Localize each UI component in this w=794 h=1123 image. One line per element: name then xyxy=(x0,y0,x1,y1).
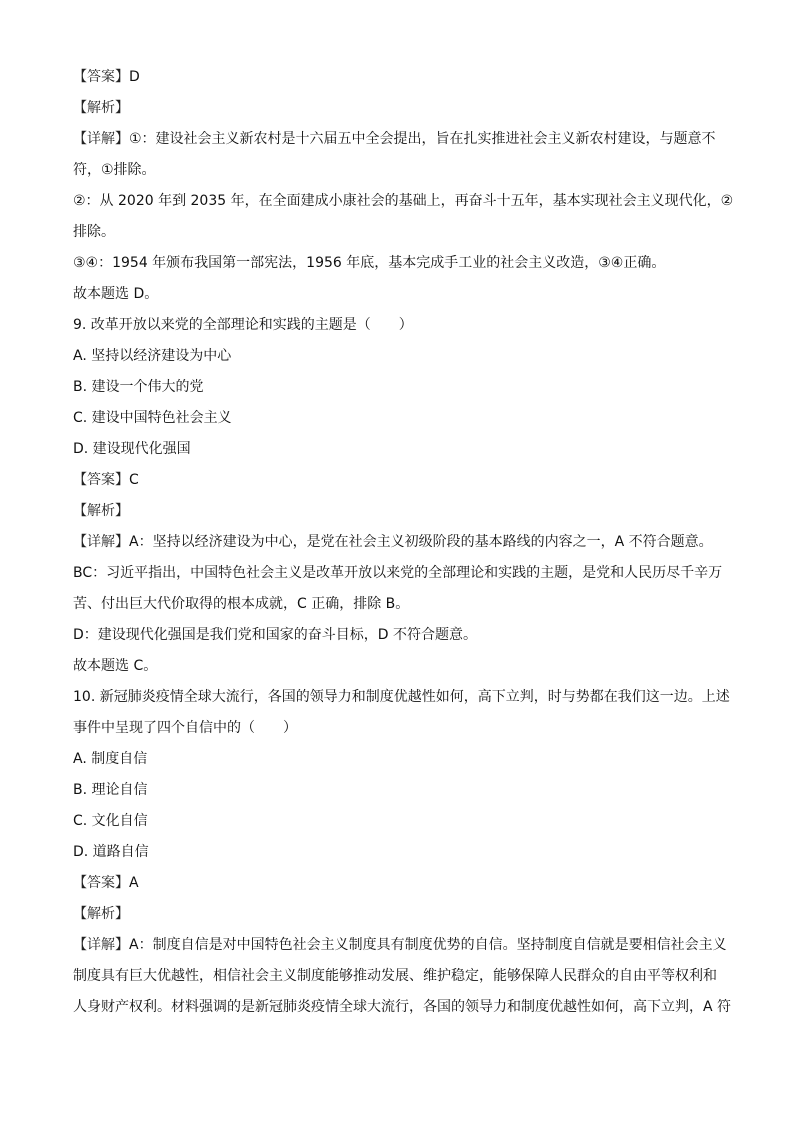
answer-tag: 【答案】 xyxy=(73,875,129,891)
question-8-solution xyxy=(73,62,734,310)
analysis-tag: 【解析】 xyxy=(73,100,129,116)
option-a: A. 制度自信 xyxy=(73,751,148,767)
question-9 xyxy=(73,310,723,682)
detail-line xyxy=(73,527,723,558)
question-stem: 10. 新冠肺炎疫情全球大流行，各国的领导力和制度优越性如何，高下立判，时与势都在我们这一边。上述 xyxy=(73,689,730,705)
option-d: D. 建设现代化强国 xyxy=(73,441,191,457)
detail-line: D：建设现代化强国是我们党和国家的奋斗目标，D 不符合题意。 xyxy=(73,627,478,643)
analysis-heading xyxy=(73,496,723,527)
detail-tag: 【详解】 xyxy=(73,131,129,147)
analysis-tag: 【解析】 xyxy=(73,906,129,922)
detail-line: 人身财产权利。材料强调的是新冠肺炎疫情全球大流行，各国的领导力和制度优越性如何，高下立判，A 符 xyxy=(73,999,732,1015)
detail-line: 苦、付出巨大代价取得的根本成就，C 正确，排除 B。 xyxy=(73,596,410,612)
document-page xyxy=(73,62,734,1023)
detail-tag: 【详解】 xyxy=(73,937,129,953)
question-10 xyxy=(73,682,732,1023)
detail-line: ③④：1954 年颁布我国第一部宪法，1956 年底，基本完成手工业的社会主义改造，③④正确。 xyxy=(73,255,666,271)
detail-tag: 【详解】 xyxy=(73,534,129,550)
answer-value: A xyxy=(129,875,139,891)
answer-line xyxy=(73,465,723,496)
analysis-heading xyxy=(73,899,723,930)
answer-tag: 【答案】 xyxy=(73,69,129,85)
detail-line: ②：从 2020 年到 2035 年，在全面建成小康社会的基础上，再奋斗十五年，基本实现社会主义现代化，② xyxy=(73,193,734,209)
option-d: D. 道路自信 xyxy=(73,844,149,860)
option-c: C. 文化自信 xyxy=(73,813,148,829)
option-b: B. 建设一个伟大的党 xyxy=(73,379,204,395)
detail-line xyxy=(73,930,727,961)
option-b: B. 理论自信 xyxy=(73,782,148,798)
question-stem-cont: 事件中呈现了四个自信中的（ ） xyxy=(73,720,297,736)
detail-text: ①：建设社会主义新农村是十六届五中全会提出，旨在扎实推进社会主义新农村建设，与题意不 xyxy=(129,131,716,147)
detail-line: 制度具有巨大优越性，相信社会主义制度能够推动发展、维护稳定，能够保障人民群众的自由平等权利和 xyxy=(73,968,717,984)
answer-value: D xyxy=(129,69,140,85)
detail-text: A：制度自信是对中国特色社会主义制度具有制度优势的自信。坚持制度自信就是要相信社会主义 xyxy=(129,937,727,953)
analysis-tag: 【解析】 xyxy=(73,503,129,519)
question-stem: 9. 改革开放以来党的全部理论和实践的主题是（ ） xyxy=(73,317,413,333)
detail-line: BC：习近平指出，中国特色社会主义是改革开放以来党的全部理论和实践的主题，是党和人民历尽千辛万 xyxy=(73,565,723,581)
conclusion-line: 故本题选 C。 xyxy=(73,658,158,674)
detail-line: 排除。 xyxy=(73,224,115,240)
option-c: C. 建设中国特色社会主义 xyxy=(73,410,232,426)
analysis-heading xyxy=(73,93,723,124)
conclusion-line: 故本题选 D。 xyxy=(73,286,159,302)
answer-line xyxy=(73,868,723,899)
answer-line xyxy=(73,62,723,93)
answer-value: C xyxy=(129,472,139,488)
detail-line: 符，①排除。 xyxy=(73,162,156,178)
detail-line xyxy=(73,124,723,155)
answer-tag: 【答案】 xyxy=(73,472,129,488)
detail-text: A：坚持以经济建设为中心，是党在社会主义初级阶段的基本路线的内容之一，A 不符合题意。 xyxy=(129,534,713,550)
option-a: A. 坚持以经济建设为中心 xyxy=(73,348,232,364)
